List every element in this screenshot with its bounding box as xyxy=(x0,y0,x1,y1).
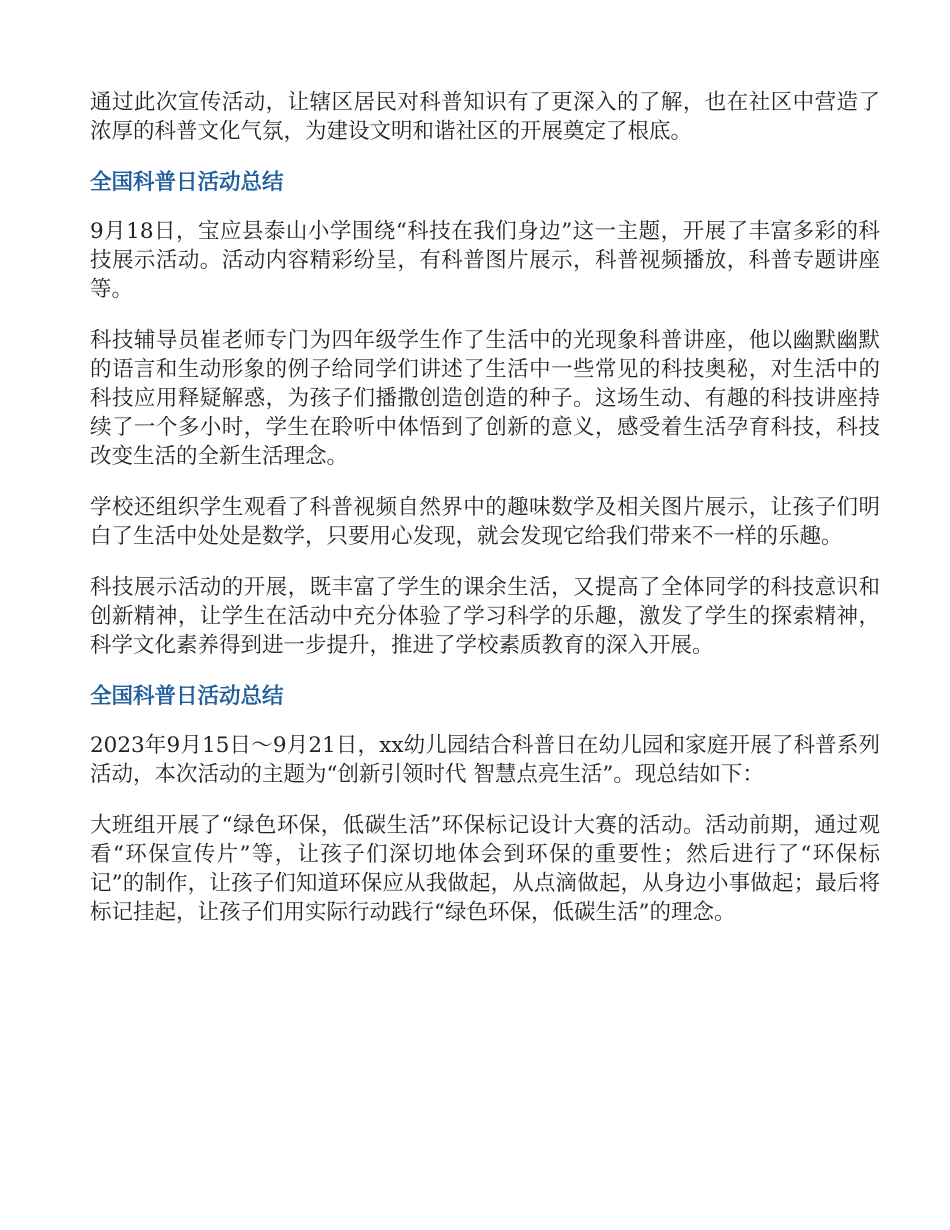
paragraph-lecture: 科技辅导员崔老师专门为四年级学生作了生活中的光现象科普讲座，他以幽默幽默的语言和生动形象的例子给同学们讲述了生活中一些常见的科技奥秘，对生活中的科技应用释疑解惑，为孩子们播撒创造创造的种子。这场生动、有趣的科技讲座持续了一个多小时，学生在聆听中体悟到了创新的意义，感受着生活孕育科技，科技改变生活的全新生活理念。 xyxy=(90,328,880,469)
paragraph-school-event: 9月18日，宝应县泰山小学围绕“科技在我们身边”这一主题，开展了丰富多彩的科技展示活动。活动内容精彩纷呈，有科普图片展示，科普视频播放，科普专题讲座等。 xyxy=(90,219,880,302)
paragraph-summary: 科技展示活动的开展，既丰富了学生的课余生活，又提高了全体同学的科技意识和创新精神，让学生在活动中充分体验了学习科学的乐趣，激发了学生的探索精神，科学文化素养得到进一步提升，推进了学校素质教育的深入开展。 xyxy=(90,575,880,658)
document-page xyxy=(90,88,880,949)
paragraph-kindergarten-intro: 2023年9月15日～9月21日，xx幼儿园结合科普日在幼儿园和家庭开展了科普系列活动，本次活动的主题为“创新引领时代 智慧点亮生活”。现总结如下： xyxy=(90,733,880,787)
paragraph-math-video: 学校还组织学生观看了科普视频自然界中的趣味数学及相关图片展示，让孩子们明白了生活中处处是数学，只要用心发现，就会发现它给我们带来不一样的乐趣。 xyxy=(90,495,880,549)
section-heading-1: 全国科普日活动总结 xyxy=(90,170,284,195)
paragraph-intro: 通过此次宣传活动，让辖区居民对科普知识有了更深入的了解，也在社区中营造了浓厚的科普文化气氛，为建设文明和谐社区的开展奠定了根底。 xyxy=(90,90,880,144)
section-heading-2: 全国科普日活动总结 xyxy=(90,684,284,709)
paragraph-green-activity: 大班组开展了“绿色环保，低碳生活”环保标记设计大赛的活动。活动前期，通过观看“环保宣传片”等，让孩子们深切地体会到环保的重要性；然后进行了“环保标记”的制作，让孩子们知道环保应从我做起，从点滴做起，从身边小事做起；最后将标记挂起，让孩子们用实际行动践行“绿色环保，低碳生活”的理念。 xyxy=(90,813,880,925)
